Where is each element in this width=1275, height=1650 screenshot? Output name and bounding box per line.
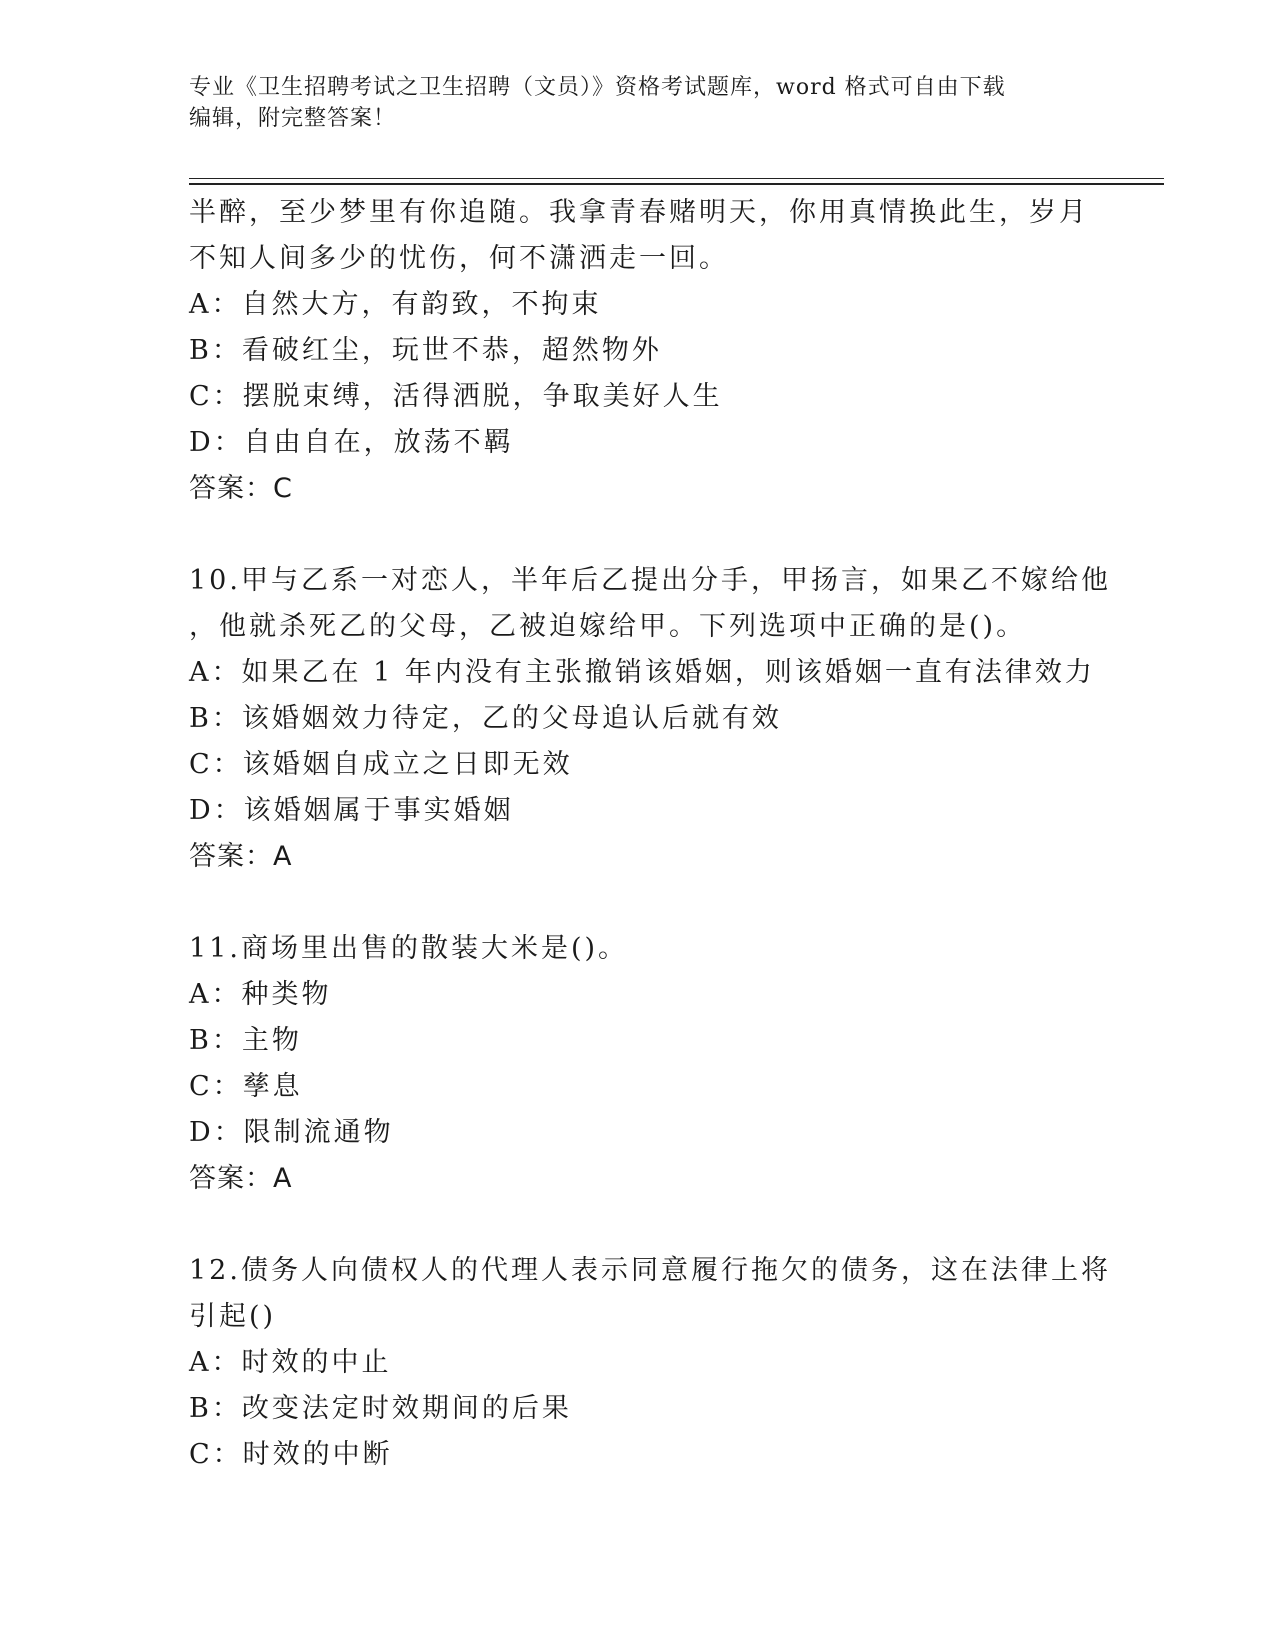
spacer bbox=[189, 1202, 1089, 1248]
answer-line: 答案：C bbox=[189, 473, 293, 504]
question-stem-line: 引起() bbox=[189, 1301, 277, 1332]
header-divider-thin bbox=[189, 178, 1164, 179]
header-line-1: 专业《卫生招聘考试之卫生招聘（文员）》资格考试题库，word 格式可自由下载 bbox=[189, 75, 1006, 100]
option-b: B：该婚姻效力待定，乙的父母追认后就有效 bbox=[189, 703, 782, 734]
option-d: D：该婚姻属于事实婚姻 bbox=[189, 795, 514, 826]
spacer bbox=[189, 880, 1089, 926]
option-c: C：该婚姻自成立之日即无效 bbox=[189, 749, 573, 780]
answer-line: 答案：A bbox=[189, 841, 293, 872]
question-stem-line: 10.甲与乙系一对恋人，半年后乙提出分手，甲扬言，如果乙不嫁给他 bbox=[189, 565, 1111, 596]
option-b: B：看破红尘，玩世不恭，超然物外 bbox=[189, 335, 662, 366]
question-stem-line: 不知人间多少的忧伤，何不潇洒走一回。 bbox=[189, 243, 729, 274]
option-b: B：主物 bbox=[189, 1025, 302, 1056]
answer-line: 答案：A bbox=[189, 1163, 293, 1194]
option-b: B：改变法定时效期间的后果 bbox=[189, 1393, 572, 1424]
header-line-2: 编辑，附完整答案！ bbox=[189, 106, 397, 131]
document-header bbox=[189, 72, 1089, 134]
question-stem-line: 11.商场里出售的散装大米是()。 bbox=[189, 933, 629, 964]
option-c: C：时效的中断 bbox=[189, 1439, 393, 1470]
question-stem-line: ，他就杀死乙的父母，乙被迫嫁给甲。下列选项中正确的是()。 bbox=[189, 611, 1027, 642]
option-d: D：限制流通物 bbox=[189, 1117, 394, 1148]
spacer bbox=[189, 512, 1089, 558]
option-c: C：孳息 bbox=[189, 1071, 303, 1102]
option-a: A：时效的中止 bbox=[189, 1347, 392, 1378]
question-11 bbox=[189, 926, 1089, 1202]
option-a: A：自然大方，有韵致，不拘束 bbox=[189, 289, 602, 320]
question-stem-line: 12.债务人向债权人的代理人表示同意履行拖欠的债务，这在法律上将 bbox=[189, 1255, 1111, 1286]
question-stem-line: 半醉，至少梦里有你追随。我拿青春赌明天，你用真情换此生，岁月 bbox=[189, 197, 1089, 228]
question-9 bbox=[189, 190, 1089, 512]
option-a: A：如果乙在 1 年内没有主张撤销该婚姻，则该婚姻一直有法律效力 bbox=[189, 657, 1095, 688]
question-10 bbox=[189, 558, 1111, 880]
question-12 bbox=[189, 1248, 1111, 1478]
header-divider-thick bbox=[189, 183, 1164, 185]
option-a: A：种类物 bbox=[189, 979, 332, 1010]
question-list bbox=[189, 190, 1111, 1478]
option-c: C：摆脱束缚，活得洒脱，争取美好人生 bbox=[189, 381, 723, 412]
option-d: D：自由自在，放荡不羁 bbox=[189, 427, 514, 458]
